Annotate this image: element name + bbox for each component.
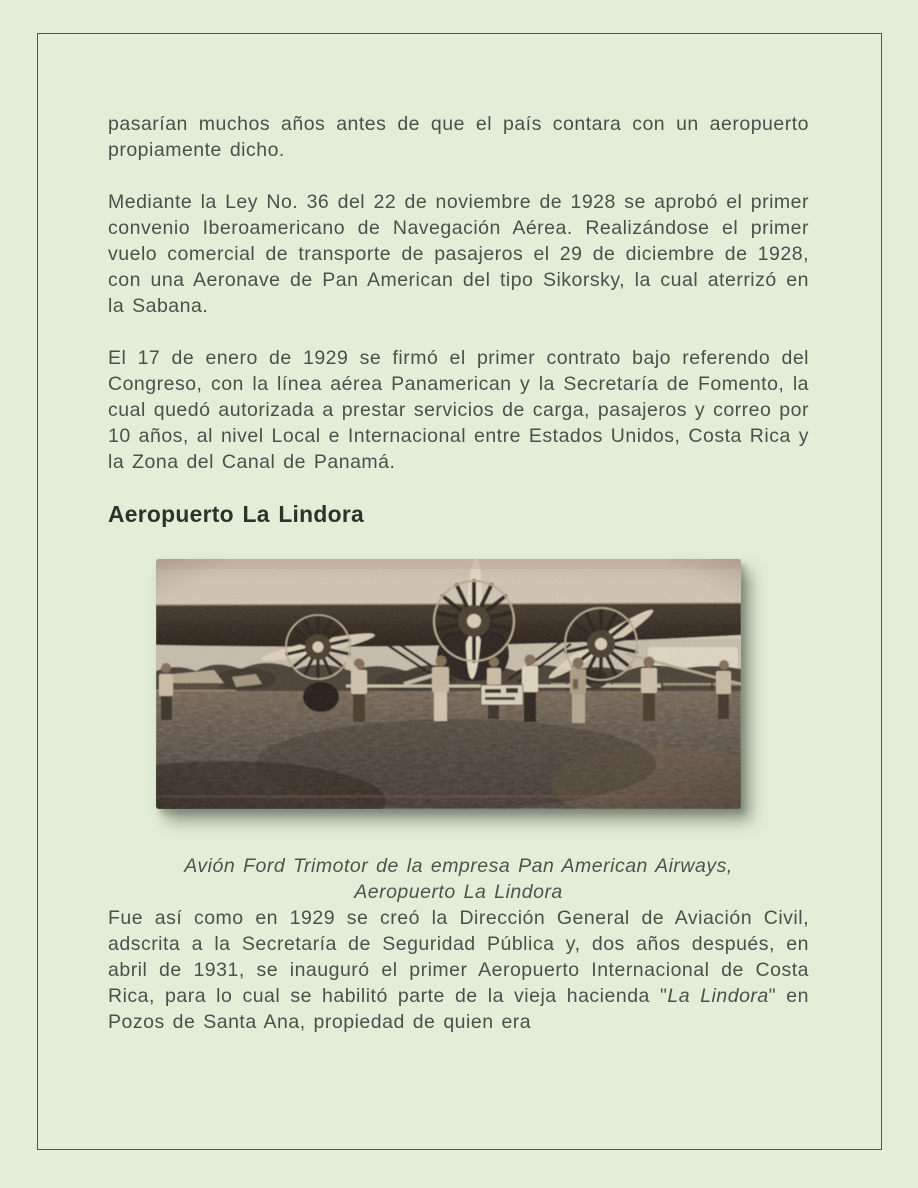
section-heading: Aeropuerto La Lindora <box>108 501 365 527</box>
paragraph-1: pasarían muchos años antes de que el país contara con un aeropuerto propiamente dicho. <box>108 113 809 161</box>
paragraph-3: El 17 de enero de 1929 se firmó el primer contrato bajo referendo del Congreso, con la línea aérea Panamerican y la Secretaría de Fomento, la cual quedó autorizada a prestar servicios de carga, pasajeros y correo por 10 años, al nivel Local e Internacional entre Estados Unidos, Costa Rica y la Zona del Canal de Panamá. <box>108 347 809 473</box>
ford-trimotor-illustration <box>156 559 741 809</box>
photo-caption <box>108 853 809 905</box>
paragraph-4-after-italic: " en Pozos de Santa Ana, propiedad de quien era <box>108 985 809 1033</box>
paragraph-4-before-italic: Fue así como en 1929 se creó la Dirección General de Aviación Civil, adscrita a la Secretaría de Seguridad Pública y, dos años después, en abril de 1931, se inauguró el primer Aeropuerto Internacional de Costa Rica, para lo cual se habilitó parte de la vieja hacienda " <box>108 907 809 1007</box>
page-frame <box>37 33 882 1150</box>
paragraph-2: Mediante la Ley No. 36 del 22 de noviembre de 1928 se aprobó el primer convenio Iberoamericano de Navegación Aérea. Realizándose el primer vuelo comercial de transporte de pasajeros el 29 de diciembre de 1928, con una Aeronave de Pan American del tipo Sikorsky, la cual aterrizó en la Sabana. <box>108 191 809 317</box>
photo-caption-line-2: Aeropuerto La Lindora <box>354 881 563 903</box>
paragraph-4-italic: La Lindora <box>667 985 769 1007</box>
document-body <box>38 34 881 1035</box>
paragraph-4 <box>108 905 809 1035</box>
photo-caption-line-1: Avión Ford Trimotor de la empresa Pan American Airways, <box>184 855 733 877</box>
historical-photo <box>156 559 741 809</box>
